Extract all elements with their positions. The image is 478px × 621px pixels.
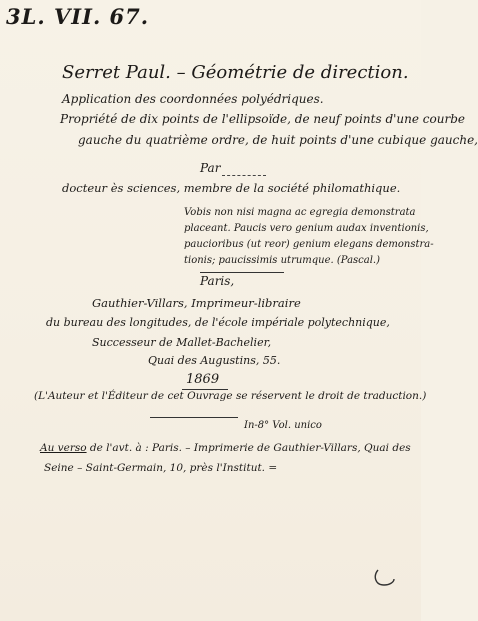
publication-year: 1869 [186,372,220,387]
epigraph-line: paucioribus (ut reor) genium elegans demonstra- [184,239,434,250]
subtitle-line-1: Application des coordonnées polyédriques. [62,92,324,106]
epigraph [184,205,434,269]
imprint-address: Quai des Augustins, 55. [148,354,281,367]
epigraph-line: placeant. Paucis vero genium audax inventionis, [184,223,429,234]
format-note: In-8° Vol. unico [244,420,322,431]
imprint-city: Paris, [200,274,235,288]
epigraph-line: tionis; paucissimis utrumque. (Pascal.) [184,255,381,266]
title-line: Serret Paul. – Géométrie de direction. [62,62,409,83]
divider [150,417,238,418]
author-blank-line [222,175,266,176]
verso-note-line-2: Seine – Saint-Germain, 10, près l'Institut. = [44,462,278,474]
shelfmark: 3L. VII. 67. [6,4,150,29]
imprint-bureau: du bureau des longitudes, de l'école impériale polytechnique, [46,316,390,329]
author-credentials: docteur ès sciences, membre de la société philomathique. [62,181,401,195]
divider [200,272,284,273]
epigraph-line: Vobis non nisi magna ac egregia demonstrata [184,207,416,218]
subtitle-line-2: Propriété de dix points de l'ellipsoïde, de neuf points d'une courbe [60,112,465,126]
verso-label: Au verso [40,442,87,454]
rights-notice: (L'Auteur et l'Éditeur de cet Ouvrage se réservent le droit de traduction.) [34,390,427,402]
verso-note [40,442,411,454]
by-label: Par [200,161,221,175]
imprint-publisher: Gauthier-Villars, Imprimeur-libraire [92,296,301,310]
subtitle-line-3: gauche du quatrième ordre, de huit points d'une cubique gauche, [78,133,478,147]
pencil-mark-icon [372,566,398,588]
imprint-successor: Successeur de Mallet-Bachelier, [92,336,272,349]
verso-text: de l'avt. à : Paris. – Imprimerie de Gauthier-Villars, Quai des [86,442,411,454]
